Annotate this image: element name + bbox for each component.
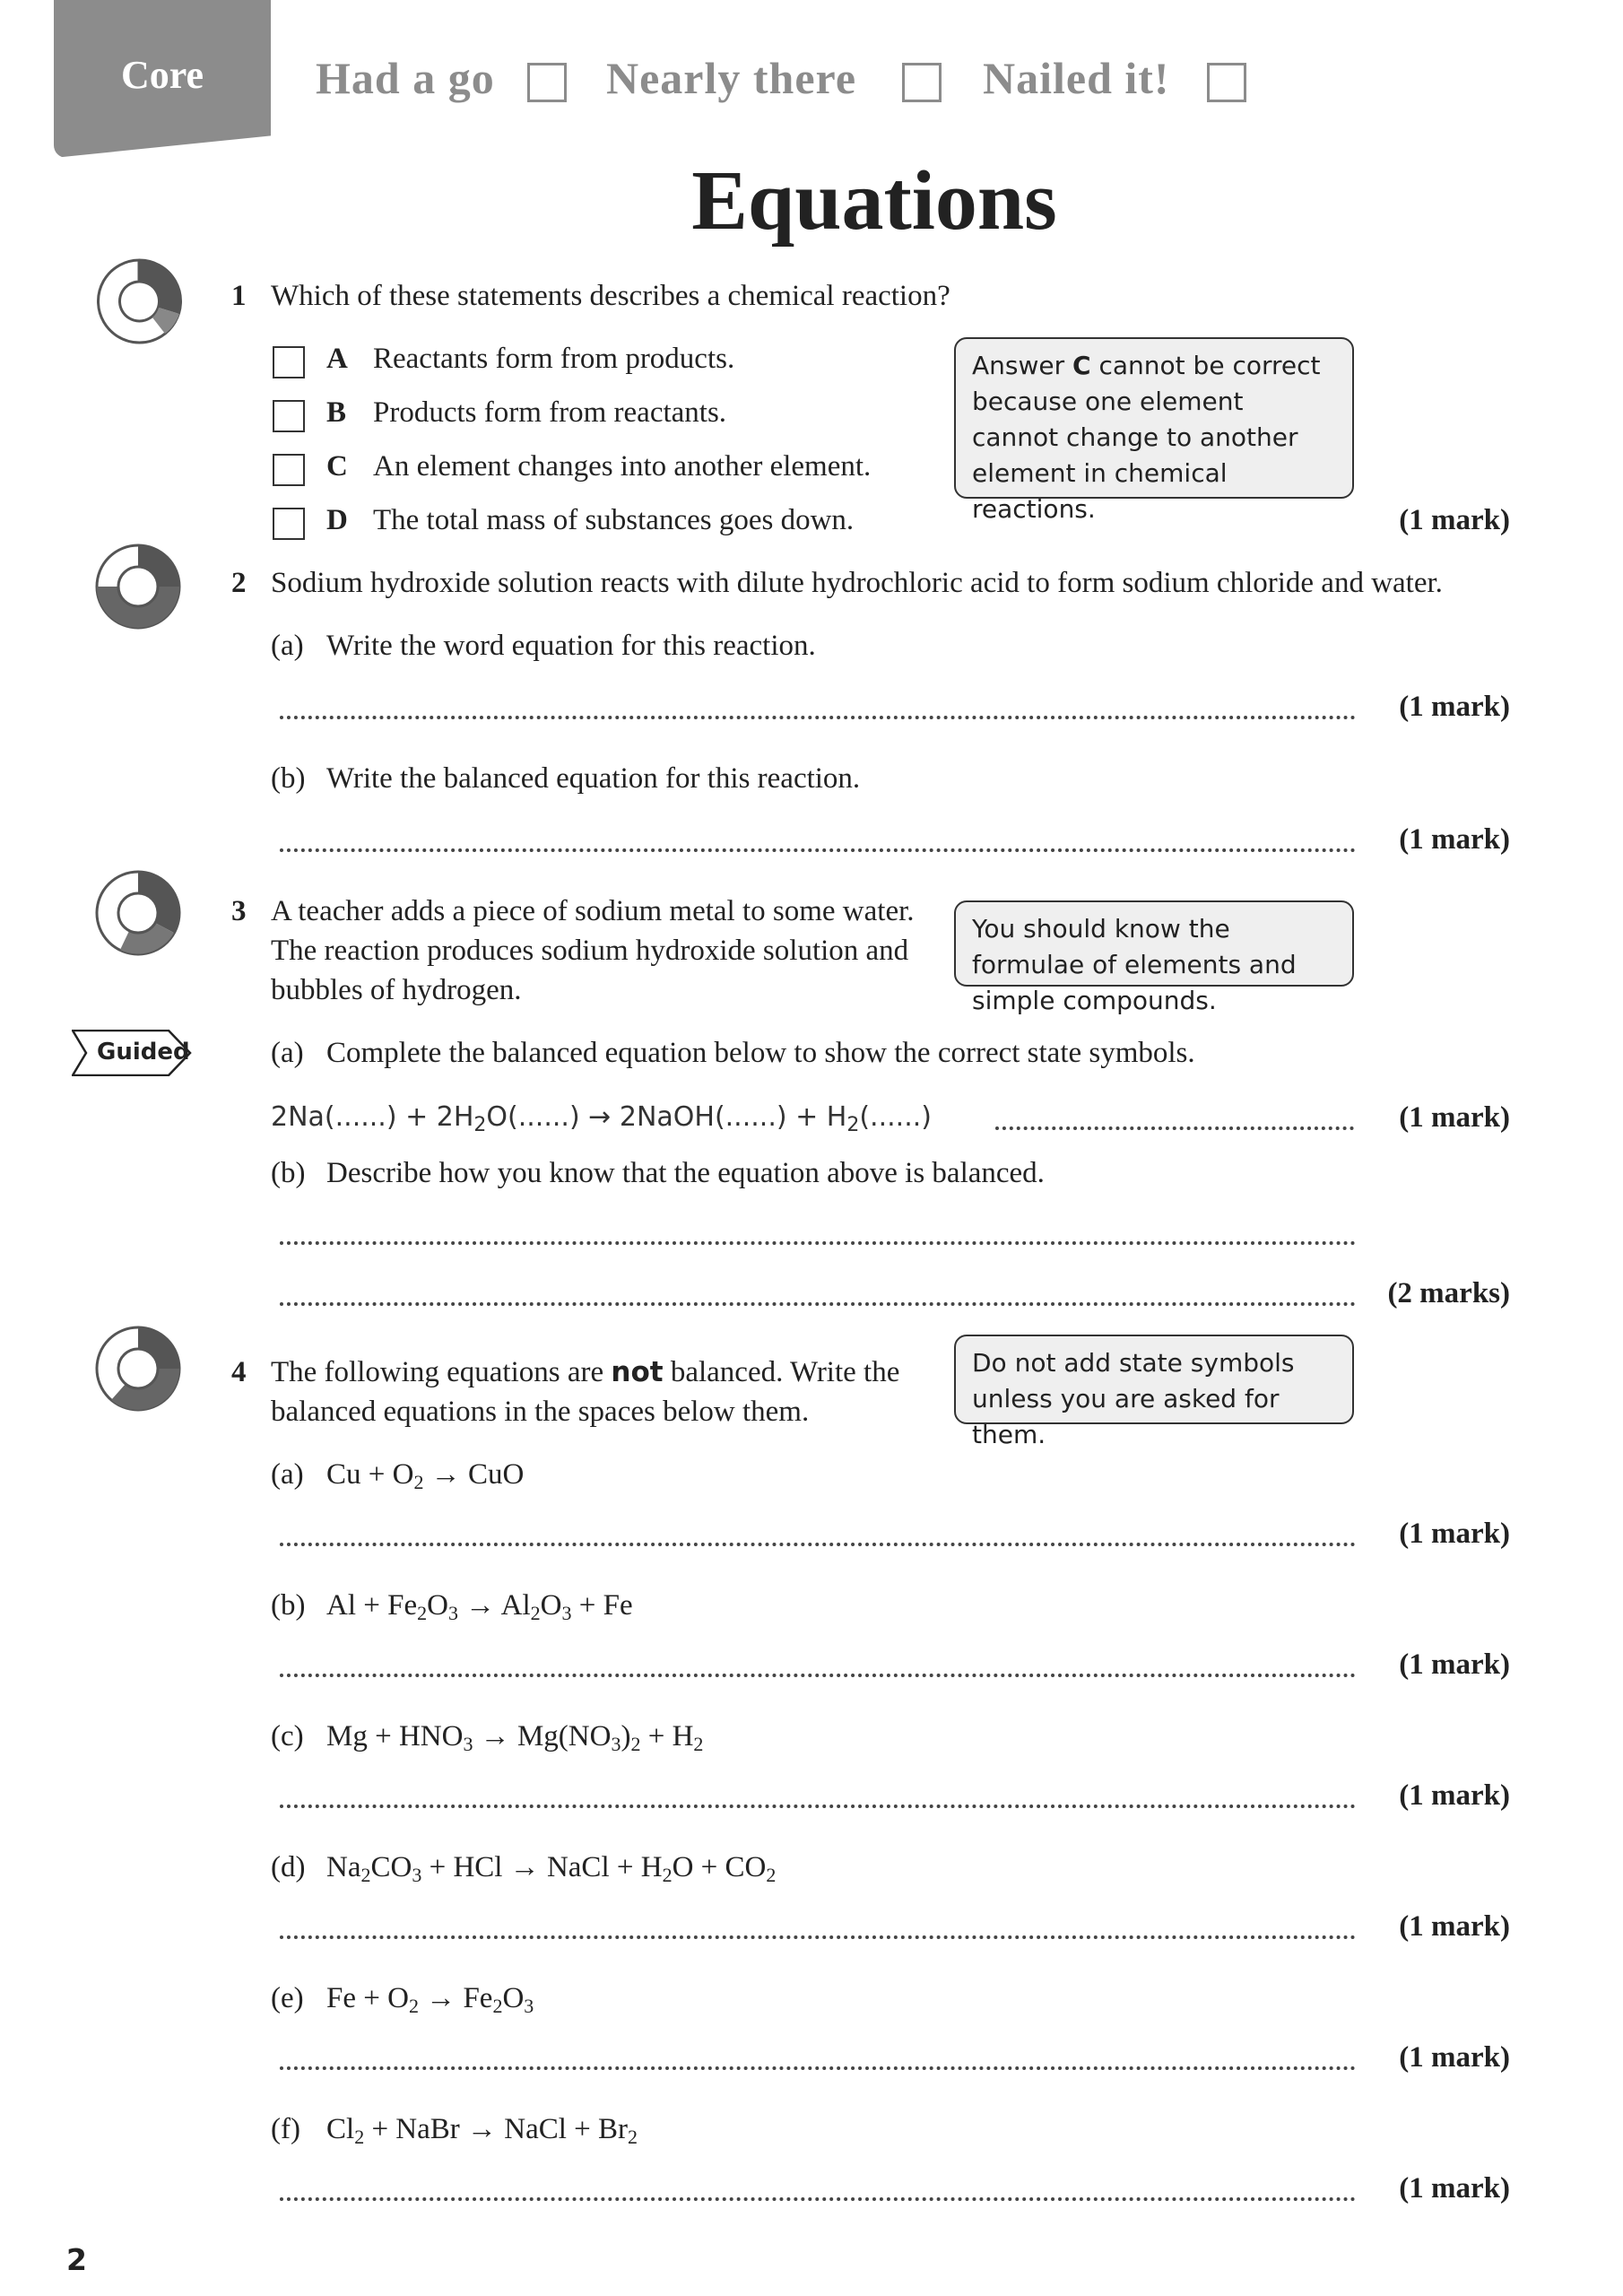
progress-had-a-go-checkbox[interactable] <box>527 63 567 102</box>
q1-hint-pre: Answer <box>972 351 1073 380</box>
q4d-equation: $Na_2CO_3$ + HCl → NaCl + $H_2O + CO_2$ <box>326 1851 777 1886</box>
q4-number: 4 <box>231 1356 247 1388</box>
q1-option-d-checkbox[interactable] <box>273 508 305 540</box>
q3a-answer-line[interactable] <box>995 1126 1354 1130</box>
q4a-answer-line[interactable] <box>280 1543 1356 1546</box>
q4e-equation: $Fe + O_2 \to Fe_2O_3$ <box>326 1982 534 2017</box>
q1-option-d-text: The total mass of substances goes down. <box>373 504 855 536</box>
q1-number: 1 <box>231 280 247 312</box>
q4c-answer-line[interactable] <box>280 1805 1356 1808</box>
q3b-answer-line-1[interactable] <box>280 1241 1356 1245</box>
q3-text-line1: A teacher adds a piece of sodium metal to some water. <box>271 895 915 927</box>
q2b-label: (b) <box>271 762 306 795</box>
q4-text-line1 <box>271 1352 899 1392</box>
q4c-equation: $Mg + HNO_3 \to Mg(NO_3)_2 + H_2$ <box>326 1720 704 1755</box>
q1-option-c-text: An element changes into another element. <box>373 450 872 483</box>
q1-option-a-checkbox[interactable] <box>273 346 305 378</box>
q3-hint-box: You should know the formulae of elements and simple compounds. <box>954 900 1354 987</box>
q1-option-a-text: Reactants form from products. <box>373 343 735 375</box>
q4d-answer-line[interactable] <box>280 1935 1356 1939</box>
q4e-label: (e) <box>271 1982 304 2014</box>
difficulty-gauge-icon <box>93 868 183 958</box>
q3a-eq-part1: 2Na(......) + 2H <box>271 1101 474 1133</box>
q4c-marks: (1 mark) <box>1399 1779 1510 1812</box>
q3-number: 3 <box>231 895 247 927</box>
q4d-marks: (1 mark) <box>1399 1910 1510 1943</box>
page-title: Equations <box>691 154 1057 248</box>
q3b-answer-line-2[interactable] <box>280 1302 1356 1306</box>
q4-text-line1-pre: The following equations are <box>271 1356 612 1388</box>
q4f-equation: $Cl_2$ + NaBr → NaCl + $Br_2$ <box>326 2113 638 2148</box>
q1-option-c-checkbox[interactable] <box>273 454 305 486</box>
q4c-label: (c) <box>271 1720 304 1752</box>
q2-number: 2 <box>231 567 247 599</box>
q1-hint-post: cannot be correct because one element cannot change to another element in chemical reactions. <box>972 351 1321 524</box>
q3-text-line3: bubbles of hydrogen. <box>271 974 522 1006</box>
q3b-marks: (2 marks) <box>1387 1277 1510 1309</box>
q2a-marks: (1 mark) <box>1399 691 1510 723</box>
q3a-eq-sub1: 2 <box>473 1114 487 1136</box>
q3a-eq-sub2: 2 <box>846 1114 860 1136</box>
q1-hint-bold: C <box>1072 351 1091 380</box>
progress-nearly-there-label: Nearly there <box>606 53 857 103</box>
q4e-answer-line[interactable] <box>280 2066 1356 2070</box>
difficulty-gauge-icon <box>97 258 183 344</box>
q1-option-d-letter: D <box>326 504 348 536</box>
q4f-answer-line[interactable] <box>280 2197 1356 2201</box>
q4f-marks: (1 mark) <box>1399 2172 1510 2205</box>
progress-nailed-it-label: Nailed it! <box>983 53 1170 103</box>
guided-label: Guided <box>97 1039 190 1065</box>
q1-option-b-text: Products form from reactants. <box>373 396 727 429</box>
q3a-text: Complete the balanced equation below to show the correct state symbols. <box>326 1037 1195 1069</box>
core-label: Core <box>120 53 204 97</box>
q4f-label: (f) <box>271 2113 300 2145</box>
q2b-answer-line[interactable] <box>280 848 1356 852</box>
q4a-label: (a) <box>271 1458 304 1491</box>
q4b-marks: (1 mark) <box>1399 1648 1510 1681</box>
q1-marks: (1 mark) <box>1399 504 1510 536</box>
q4b-answer-line[interactable] <box>280 1674 1356 1677</box>
q1-hint-box <box>954 337 1354 524</box>
q1-question-text: Which of these statements describes a chemical reaction? <box>271 280 950 312</box>
q3a-equation <box>271 1101 932 1136</box>
q4e-marks: (1 mark) <box>1399 2041 1510 2074</box>
page-number: 2 <box>66 2242 87 2277</box>
q4b-label: (b) <box>271 1589 306 1622</box>
q2a-label: (a) <box>271 630 304 662</box>
difficulty-gauge-icon <box>93 542 183 631</box>
q2b-text: Write the balanced equation for this reaction. <box>326 762 861 795</box>
q1-option-c-letter: C <box>326 450 348 483</box>
q4b-equation: $Al + Fe_2O_3 \to Al_2O_3 + Fe$ <box>326 1589 633 1624</box>
q1-option-b-letter: B <box>326 396 347 429</box>
q4-text-line2: balanced equations in the spaces below them. <box>271 1396 810 1428</box>
progress-nailed-it-checkbox[interactable] <box>1207 63 1246 102</box>
q2a-answer-line[interactable] <box>280 716 1356 719</box>
q1-option-a-letter: A <box>326 343 348 375</box>
q3a-eq-part3: (......) <box>859 1101 932 1133</box>
q3b-label: (b) <box>271 1157 306 1189</box>
q4d-label: (d) <box>271 1851 306 1883</box>
q4-text-line1-bold: not <box>611 1356 664 1388</box>
q3a-marks: (1 mark) <box>1399 1101 1510 1134</box>
q2b-marks: (1 mark) <box>1399 823 1510 856</box>
q2-question-text: Sodium hydroxide solution reacts with dilute hydrochloric acid to form sodium chloride and water. <box>271 567 1443 599</box>
q3-text-line2: The reaction produces sodium hydroxide solution and <box>271 935 909 967</box>
q4a-marks: (1 mark) <box>1399 1518 1510 1550</box>
progress-had-a-go-label: Had a go <box>316 53 495 103</box>
q4-hint-box: Do not add state symbols unless you are asked for them. <box>954 1335 1354 1424</box>
q1-option-b-checkbox[interactable] <box>273 400 305 432</box>
q3a-label: (a) <box>271 1037 304 1069</box>
q4-text-line1-post: balanced. Write the <box>663 1356 900 1388</box>
q3b-text: Describe how you know that the equation above is balanced. <box>326 1157 1045 1189</box>
progress-nearly-there-checkbox[interactable] <box>902 63 942 102</box>
difficulty-gauge-icon <box>93 1324 183 1413</box>
q3a-eq-part2: O(......) → 2NaOH(......) + H <box>486 1101 847 1133</box>
q2a-text: Write the word equation for this reaction. <box>326 630 816 662</box>
q4a-equation: $Cu + O_2$ → CuO <box>326 1458 525 1493</box>
